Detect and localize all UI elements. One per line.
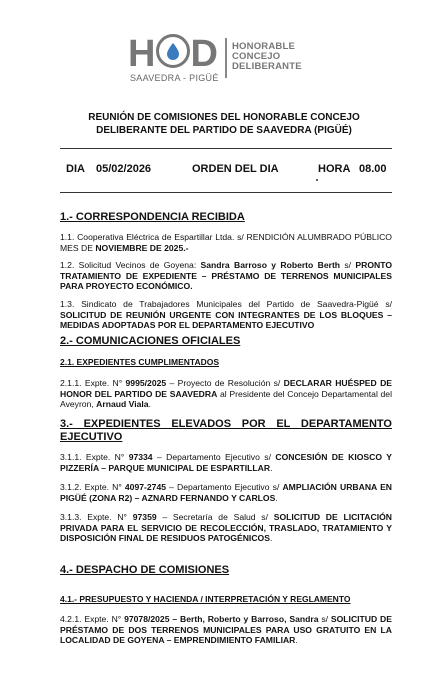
item-3-1-2: 3.1.2. Expte. N° 4097-2745 – Departamento Ejecutivo s/ AMPLIACIÓN URBANA EN PIGÜÉ (ZONA R2) – AZNARD FERNANDO Y CARLOS. (60, 482, 393, 503)
section-3-heading: 3.- EXPEDIENTES ELEVADOS POR EL DEPARTAMENTO (60, 418, 392, 430)
item-4-2-1: 4.2.1. Expte. N° 97078/2025 – Berth, Roberto y Barroso, Sandra s/ SOLICITUD DE PRÉSTAMO DE DOS TERRENOS MUNICIPALES PARA USO GRATUITO EN LA LOCALIDAD DE GOYENA – EMPRENDIMIENTO FAMILIAR. (60, 614, 392, 646)
section-4-heading: 4.- DESPACHO DE COMISIONES (60, 564, 230, 576)
item-1-2: 1.2. Solicitud Vecinos de Goyena: Sandra Barroso y Roberto Berth s/ PRONTO TRATAMIENTO DE EXPEDIENTE – PRÉSTAMO DE TERRENOS MUNICIPALES PARA PROYECTO ECONÓMICO. (60, 260, 392, 292)
logo-divider (225, 38, 227, 78)
logo-org-name: HONORABLE CONCEJO DELIBERANTE (232, 41, 302, 72)
item-1-1: 1.1. Cooperativa Eléctrica de Espartillar Ltda. s/ RENDICIÓN ALUMBRADO PÚBLICO MES DE NOVIEMBRE DE 2025.- (60, 232, 392, 253)
mark (316, 179, 318, 181)
section-3-heading-cont: EJECUTIVO (60, 431, 123, 443)
logo-location: SAAVEDRA - PIGÜÉ (130, 73, 219, 83)
dia-value: 05/02/2026 (96, 163, 152, 175)
item-3-1-1: 3.1.1. Expte. N° 97334 – Departamento Ejecutivo s/ CONCESIÓN DE KIOSCO Y PIZZERÍA – PARQUE MUNICIPAL DE ESPARTILLAR. (60, 452, 392, 473)
item-2-1-1: 2.1.1. Expte. N° 9995/2025 – Proyecto de Resolución s/ DECLARAR HUÉSPED DE HONOR DEL PARTIDO DE SAAVEDRA al Presidente del Concejo Departamental del Aveyron, Arnaud Viala. (60, 378, 393, 410)
hora-value: 08.00 (359, 163, 387, 175)
logo-letters: H D (128, 33, 219, 75)
divider-header (60, 192, 392, 193)
item-3-1-3: 3.1.3. Expte. N° 97359 – Secretaría de Salud s/ SOLICITUD DE LICITACIÓN PRIVADA PARA EL SERVICIO DE RECOLECCIÓN, TRASLADO, TRATAMIENTO Y DISPOSICIÓN FINAL DE RESIDUOS PATOGÉNICOS. (60, 512, 392, 544)
section-1-heading: 1.- CORRESPONDENCIA RECIBIDA (60, 211, 245, 223)
section-2-subheading: 2.1. EXPEDIENTES CUMPLIMENTADOS (60, 357, 220, 367)
section-4-subheading: 4.1.- PRESUPUESTO Y HACIENDA / INTERPRETACIÓN Y REGLAMENTO (60, 594, 351, 604)
divider-top (60, 148, 392, 149)
document-title: REUNIÓN DE COMISIONES DEL HONORABLE CONCEJO DELIBERANTE DEL PARTIDO DE SAAVEDRA (PIGÜÉ) (88, 112, 360, 136)
drop-circle-icon (156, 34, 190, 68)
orden-label: ORDEN DEL DIA (192, 163, 279, 175)
logo (128, 34, 318, 84)
item-1-3: 1.3. Sindicato de Trabajadores Municipales del Partido de Saavedra-Pigüé s/ SOLICITUD DE REUNIÓN URGENTE CON INTEGRANTES DE LOS BLOQUES – MEDIDAS ADOPTADAS POR EL DEPARTAMENTO EJECUTIVO (60, 299, 392, 331)
hora-label: HORA (318, 163, 351, 175)
section-2-heading: 2.- COMUNICACIONES OFICIALES (60, 335, 241, 347)
dia-label: DIA (66, 163, 85, 175)
